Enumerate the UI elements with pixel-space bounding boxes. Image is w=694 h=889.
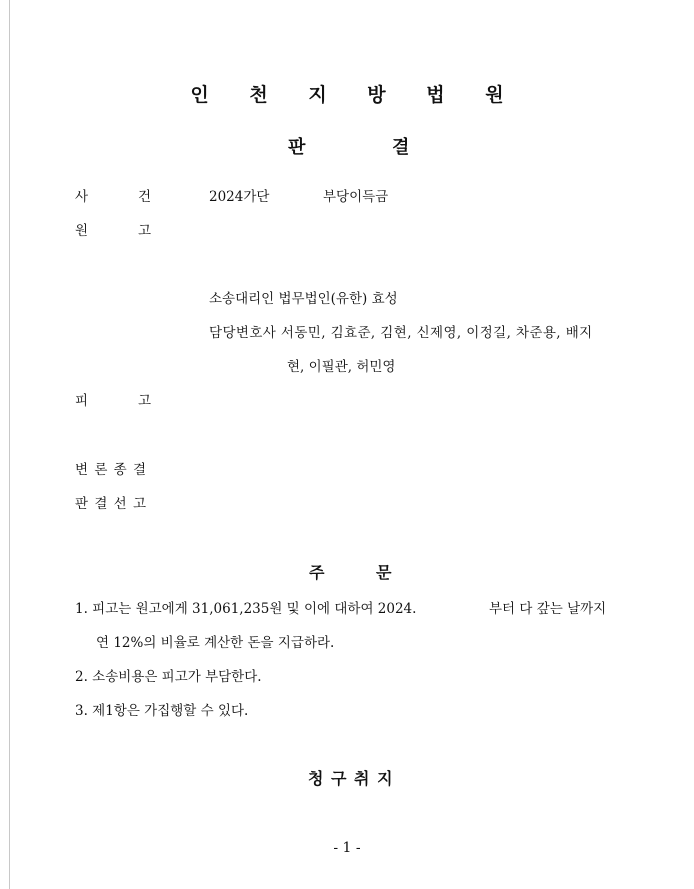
ruling-date-label: 판 결 선 고 xyxy=(75,496,148,512)
order-item-2: 2. 소송비용은 피고가 부담한다. xyxy=(75,669,262,685)
order-item-1-line-1a: 1. 피고는 원고에게 31,061,235원 및 이에 대하여 2024. xyxy=(75,601,417,617)
closing-date-label: 변 론 종 결 xyxy=(75,462,148,478)
court-name: 인 천 지 방 법 원 xyxy=(190,84,521,106)
document-type-right: 결 xyxy=(392,137,410,158)
defendant-label-2: 고 xyxy=(138,393,152,409)
case-name: 부당이득금 xyxy=(323,189,389,205)
order-item-1-line-1b: 부터 다 갚는 날까지 xyxy=(489,601,607,617)
order-item-3: 3. 제1항은 가집행할 수 있다. xyxy=(75,703,249,719)
case-label-1: 사 xyxy=(75,189,89,205)
order-title-left: 주 xyxy=(309,563,325,582)
order-title-right: 문 xyxy=(376,563,392,582)
page-left-edge xyxy=(9,0,10,889)
page-number: - 1 - xyxy=(333,840,361,856)
defendant-label-1: 피 xyxy=(75,393,89,409)
attorney-line: 소송대리인 법무법인(유한) 효성 xyxy=(209,291,398,307)
lawyers-line-1: 담당변호사 서동민, 김효준, 김현, 신제영, 이정길, 차준용, 배지 xyxy=(209,325,593,341)
order-item-1-line-2: 연 12%의 비율로 계산한 돈을 지급하라. xyxy=(96,635,335,651)
plaintiff-label-2: 고 xyxy=(138,223,152,239)
lawyers-line-2: 현, 이필관, 허민영 xyxy=(287,359,396,375)
plaintiff-label-1: 원 xyxy=(75,223,89,239)
claim-title: 청 구 취 지 xyxy=(308,769,394,788)
case-number: 2024가단 xyxy=(209,189,270,205)
case-label-2: 건 xyxy=(138,189,152,205)
document-type-left: 판 xyxy=(288,137,306,158)
